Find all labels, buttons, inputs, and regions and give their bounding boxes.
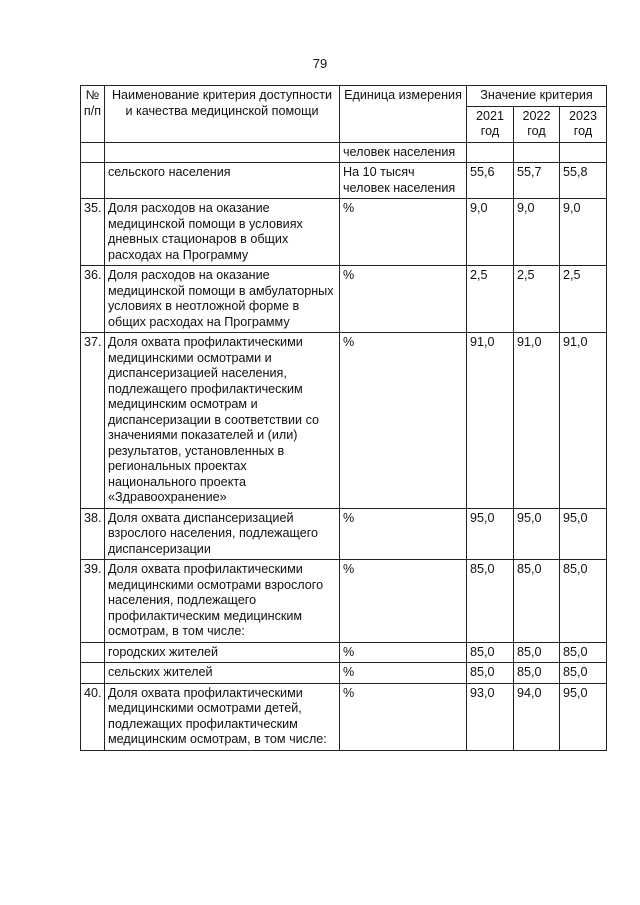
row-unit: % (340, 683, 467, 750)
row-value-2022: 94,0 (514, 683, 560, 750)
row-value-2022: 55,7 (514, 163, 560, 199)
row-value-2021: 91,0 (467, 333, 514, 509)
row-value-2021: 9,0 (467, 199, 514, 266)
row-value-2021: 55,6 (467, 163, 514, 199)
row-criterion-name: Доля охвата профилактическими медицинскими осмотрами детей, подлежащих профилактическим медицинским осмотрам, в том числе: (105, 683, 340, 750)
row-value-2022: 85,0 (514, 560, 560, 643)
row-value-2021: 95,0 (467, 508, 514, 560)
row-number: 36. (81, 266, 105, 333)
row-value-2021: 85,0 (467, 663, 514, 684)
row-value-2022: 2,5 (514, 266, 560, 333)
row-number: 38. (81, 508, 105, 560)
row-criterion-name: сельских жителей (105, 663, 340, 684)
row-unit: На 10 тысяч человек населения (340, 163, 467, 199)
table-row (81, 199, 607, 266)
row-criterion-name: городских жителей (105, 642, 340, 663)
table-row (81, 663, 607, 684)
row-unit: % (340, 199, 467, 266)
row-value-2023: 85,0 (560, 642, 607, 663)
table-row (81, 560, 607, 643)
row-number (81, 642, 105, 663)
criteria-table (80, 85, 607, 751)
row-value-2023: 95,0 (560, 683, 607, 750)
table-row (81, 683, 607, 750)
header-unit: Единица измерения (340, 86, 467, 143)
row-value-2023: 85,0 (560, 560, 607, 643)
row-value-2021 (467, 142, 514, 163)
row-number: 39. (81, 560, 105, 643)
row-value-2022: 9,0 (514, 199, 560, 266)
row-unit: человек населения (340, 142, 467, 163)
row-value-2022: 85,0 (514, 642, 560, 663)
row-criterion-name (105, 142, 340, 163)
row-number: 35. (81, 199, 105, 266)
row-number: 37. (81, 333, 105, 509)
row-unit: % (340, 333, 467, 509)
row-value-2021: 85,0 (467, 560, 514, 643)
table-row (81, 163, 607, 199)
row-criterion-name: Доля охвата профилактическими медицинскими осмотрами и диспансеризацией населения, подлежащего профилактическим медицинским осмотрам и диспансеризации в соответствии со значениями показателей и (или) результатов, установленных в региональных проектах национального проекта «Здравоохранение» (105, 333, 340, 509)
row-unit: % (340, 266, 467, 333)
header-name: Наименование критерия доступности и качества медицинской помощи (105, 86, 340, 143)
header-year-2021: 2021 год (467, 106, 514, 142)
row-criterion-name: Доля охвата профилактическими медицинскими осмотрами взрослого населения, подлежащего профилактическим медицинским осмотрам, в том числе: (105, 560, 340, 643)
row-value-2021: 93,0 (467, 683, 514, 750)
row-criterion-name: Доля расходов на оказание медицинской помощи в амбулаторных условиях в неотложной форме в общих расходах на Программу (105, 266, 340, 333)
row-value-2023: 85,0 (560, 663, 607, 684)
header-year-2023: 2023 год (560, 106, 607, 142)
row-value-2022 (514, 142, 560, 163)
table-row (81, 266, 607, 333)
table-header (81, 86, 607, 143)
row-number (81, 663, 105, 684)
row-unit: % (340, 560, 467, 643)
header-year-2022: 2022 год (514, 106, 560, 142)
row-value-2023 (560, 142, 607, 163)
table-row (81, 508, 607, 560)
row-value-2023: 91,0 (560, 333, 607, 509)
row-value-2023: 95,0 (560, 508, 607, 560)
header-num: № п/п (81, 86, 105, 143)
row-criterion-name: Доля расходов на оказание медицинской помощи в условиях дневных стационаров в общих расходах на Программу (105, 199, 340, 266)
row-number (81, 142, 105, 163)
row-value-2023: 9,0 (560, 199, 607, 266)
row-value-2021: 2,5 (467, 266, 514, 333)
header-value: Значение критерия (467, 86, 607, 107)
row-criterion-name: Доля охвата диспансеризацией взрослого населения, подлежащего диспансеризации (105, 508, 340, 560)
row-number (81, 163, 105, 199)
row-value-2022: 85,0 (514, 663, 560, 684)
row-unit: % (340, 642, 467, 663)
row-number: 40. (81, 683, 105, 750)
row-value-2021: 85,0 (467, 642, 514, 663)
page-number: 79 (312, 56, 328, 71)
table-row (81, 642, 607, 663)
row-unit: % (340, 508, 467, 560)
row-unit: % (340, 663, 467, 684)
table-row (81, 142, 607, 163)
table-body (81, 142, 607, 750)
row-value-2022: 91,0 (514, 333, 560, 509)
row-criterion-name: сельского населения (105, 163, 340, 199)
row-value-2022: 95,0 (514, 508, 560, 560)
table-row (81, 333, 607, 509)
row-value-2023: 55,8 (560, 163, 607, 199)
row-value-2023: 2,5 (560, 266, 607, 333)
